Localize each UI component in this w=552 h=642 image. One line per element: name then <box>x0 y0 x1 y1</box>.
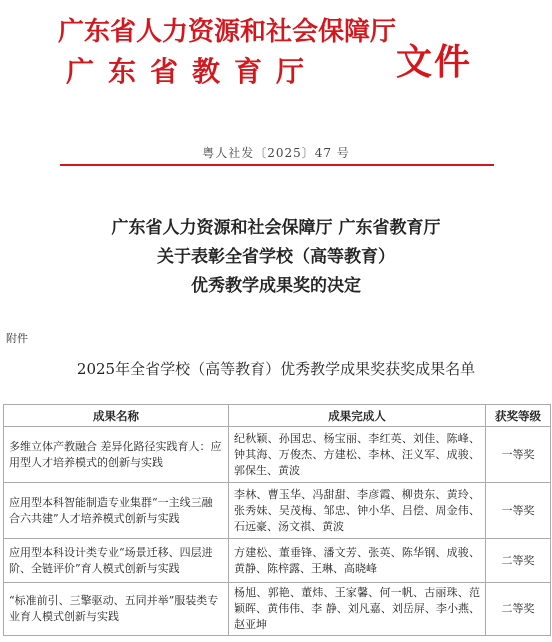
achievement-people: 纪秋颖、孙国忠、杨宝丽、李红英、刘佳、陈峰、钟其海、万俊杰、方建松、李林、汪义军、成骏、郭保生、黄波 <box>229 427 486 483</box>
title-line-2: 关于表彰全省学校（高等教育） <box>157 247 395 267</box>
table-row <box>4 583 551 636</box>
achievement-name: 应用型本科智能制造专业集群“一主线三融合六共建”人才培养模式创新与实践 <box>4 483 229 539</box>
table-row <box>4 539 551 583</box>
achievement-name: 多维立体产教融合 差异化路径实践育人：应用型人才培养模式的创新与实践 <box>4 427 229 483</box>
achievement-people: 杨旭、郭艳、董炜、王家馨、何一帆、古丽珠、范颖晖、黄伟伟、李 静、刘凡嘉、刘岳屏、李小燕、赵亚坤 <box>229 583 486 636</box>
achievement-people: 方建松、董垂锋、潘文芳、张英、陈华钢、成骏、黄静、陈梓露、王琳、高晓峰 <box>229 539 486 583</box>
table-header-row <box>4 405 551 427</box>
award-level: 二等奖 <box>486 583 551 636</box>
decision-title <box>0 214 552 301</box>
achievement-people: 李林、曹玉华、冯甜甜、李彦霞、柳贵东、黄玲、张秀妹、吴茂梅、邹忠、钟小华、吕偿、周金伟、石远豪、汤文祺、黄波 <box>229 483 486 539</box>
table-row <box>4 427 551 483</box>
red-divider <box>60 164 494 166</box>
column-header-level: 获奖等级 <box>486 405 551 427</box>
award-level: 一等奖 <box>486 427 551 483</box>
table-row <box>4 483 551 539</box>
document-suffix: 文件 <box>396 42 473 83</box>
issuer-header <box>58 12 398 92</box>
document-number: 粤人社发〔2025〕47 号 <box>202 146 350 160</box>
issuer-line-2: 广东省教育厅 <box>66 55 319 88</box>
award-table <box>3 404 551 636</box>
column-header-people: 成果完成人 <box>229 405 486 427</box>
attachment-label: 附件 <box>6 332 28 345</box>
column-header-name: 成果名称 <box>4 405 229 427</box>
achievement-name: “标准前引、三擎驱动、五同并举”服装类专业育人模式创新与实践 <box>4 583 229 636</box>
award-level: 一等奖 <box>486 483 551 539</box>
title-line-1: 广东省人力资源和社会保障厅 广东省教育厅 <box>111 218 441 238</box>
issuer-line-1: 广东省人力资源和社会保障厅 <box>58 17 397 47</box>
title-line-3: 优秀教学成果奖的决定 <box>191 276 361 296</box>
award-level: 二等奖 <box>486 539 551 583</box>
award-list-title: 2025年全省学校（高等教育）优秀教学成果奖获奖成果名单 <box>76 360 476 378</box>
achievement-name: 应用型本科设计类专业“场景迁移、四层进阶、全链评价”育人模式创新与实践 <box>4 539 229 583</box>
